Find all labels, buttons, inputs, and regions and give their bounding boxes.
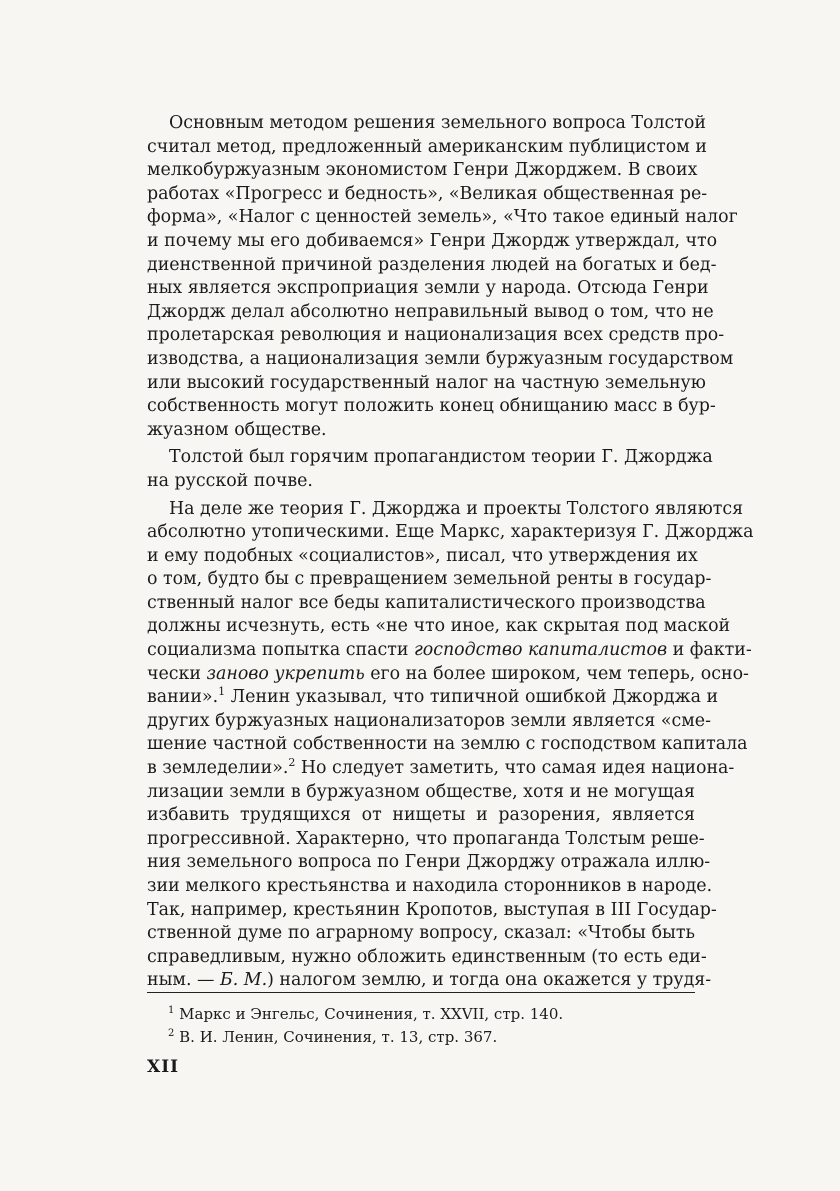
- text-line: Так, например, крестьянин Кропотов, выступая в III Государ-: [147, 899, 717, 920]
- text-line: и ему подобных «социалистов», писал, что утверждения их: [147, 545, 698, 566]
- text-line: диенственной причиной разделения людей на богатых и бед-: [147, 254, 717, 275]
- text-segment: вании».: [147, 687, 219, 708]
- paragraph-3: [147, 498, 754, 993]
- footnote-text: Маркс и Энгельс, Сочинения, т. XXVII, стр. 140.: [179, 1005, 564, 1023]
- text-segment: ным. —: [147, 970, 220, 991]
- text-line: зии мелкого крестьянства и находила сторонников в народе.: [147, 876, 713, 896]
- text-line: пролетарская революция и национализация всех средств про-: [147, 325, 725, 346]
- text-segment: налогом землю, и тогда она окажется у трудя-: [273, 970, 712, 991]
- text-line: других буржуазных национализаторов земли является «сме-: [147, 710, 711, 731]
- footnote-ref: 1: [218, 685, 226, 699]
- text-line: и почему мы его добиваемся» Генри Джордж утверждал, что: [147, 230, 718, 251]
- text-line: считал метод, предложенный американским публицистом и: [147, 136, 707, 157]
- text-segment: чески: [147, 663, 207, 684]
- footnote-mark: 1: [168, 1005, 175, 1016]
- footnote-2: [168, 1026, 688, 1049]
- text-line: ственной думе по аграрному вопросу, сказал: «Чтобы быть: [147, 923, 695, 944]
- footnote-ref: 2: [288, 756, 296, 770]
- text-line: абсолютно утопическими. Еще Маркс, характеризуя Г. Джорджа: [147, 522, 754, 543]
- text-segment: ): [267, 970, 274, 991]
- footnote-1: [168, 1003, 688, 1026]
- text-line: На деле же теория Г. Джорджа и проекты Толстого являются: [169, 498, 744, 519]
- page-number: XII: [147, 1057, 180, 1077]
- text-segment: Ленин указывал, что типичной ошибкой Джорджа и: [225, 687, 719, 708]
- text-line: мелкобуржуазным экономистом Генри Джорджем. В своих: [147, 160, 698, 181]
- text-line: о том, будто бы с превращением земельной ренты в государ-: [147, 569, 712, 590]
- text-line: форма», «Налог с ценностей земель», «Что такое единый налог: [147, 207, 738, 228]
- text-segment: его на более широком, чем теперь, осно-: [364, 663, 749, 684]
- text-line: шение частной собственности на землю с господством капитала: [147, 734, 748, 755]
- text-line: Толстой был горячим пропагандистом теории Г. Джорджа: [169, 447, 713, 468]
- text-line: ния земельного вопроса по Генри Джорджу отражала иллю-: [147, 852, 711, 873]
- paragraph-2: [147, 446, 713, 493]
- text-segment: в земледелии».: [147, 758, 289, 779]
- footnote-mark: 2: [168, 1028, 175, 1039]
- text-line: ственный налог все беды капиталистического производства: [147, 592, 706, 613]
- main-text: [147, 112, 754, 993]
- text-line: [147, 756, 735, 781]
- text-line: Джордж делал абсолютно неправильный вывод о том, что не: [147, 301, 714, 322]
- italic-initials: Б. М.: [219, 970, 268, 991]
- text-line: на русской почве.: [147, 470, 313, 491]
- text-line: должны исчезнуть, есть «не что иное, как скрытая под маской: [147, 616, 731, 637]
- text-line: ных является экспроприация земли у народа. Отсюда Генри: [147, 278, 709, 299]
- footnote-text: В. И. Ленин, Сочинения, т. 13, стр. 367.: [179, 1028, 498, 1046]
- text-line: или высокий государственный налог на частную земельную: [147, 372, 706, 393]
- text-line: [147, 969, 712, 993]
- footnotes: [168, 1003, 688, 1049]
- footnote-divider: [147, 992, 695, 993]
- text-line: [147, 685, 719, 710]
- text-line: [147, 663, 749, 687]
- text-line: избавить трудящихся от нищеты и разорения, является: [147, 805, 695, 826]
- text-line: [147, 639, 752, 663]
- text-line: справедливым, нужно обложить единственным (то есть еди-: [147, 946, 707, 967]
- text-segment: и факти-: [667, 640, 752, 661]
- italic-phrase: господство капиталистов: [413, 640, 668, 661]
- text-line: работах «Прогресс и бедность», «Великая общественная ре-: [147, 183, 708, 204]
- text-line: собственность могут положить конец обнищанию масс в бур-: [147, 396, 716, 417]
- text-segment: социализма попытка спасти: [147, 640, 414, 661]
- text-line: изводства, а национализация земли буржуазным государством: [147, 348, 734, 369]
- text-segment: Но следует заметить, что самая идея национа-: [295, 758, 735, 779]
- text-line: лизации земли в буржуазном обществе, хотя и не могущая: [147, 781, 695, 802]
- paragraph-1: [147, 112, 738, 442]
- text-line: Основным методом решения земельного вопроса Толстой: [169, 113, 706, 133]
- text-line: жуазном обществе.: [147, 419, 327, 440]
- text-line: прогрессивной. Характерно, что пропаганда Толстым реше-: [147, 828, 705, 849]
- italic-phrase: заново укрепить: [206, 663, 365, 684]
